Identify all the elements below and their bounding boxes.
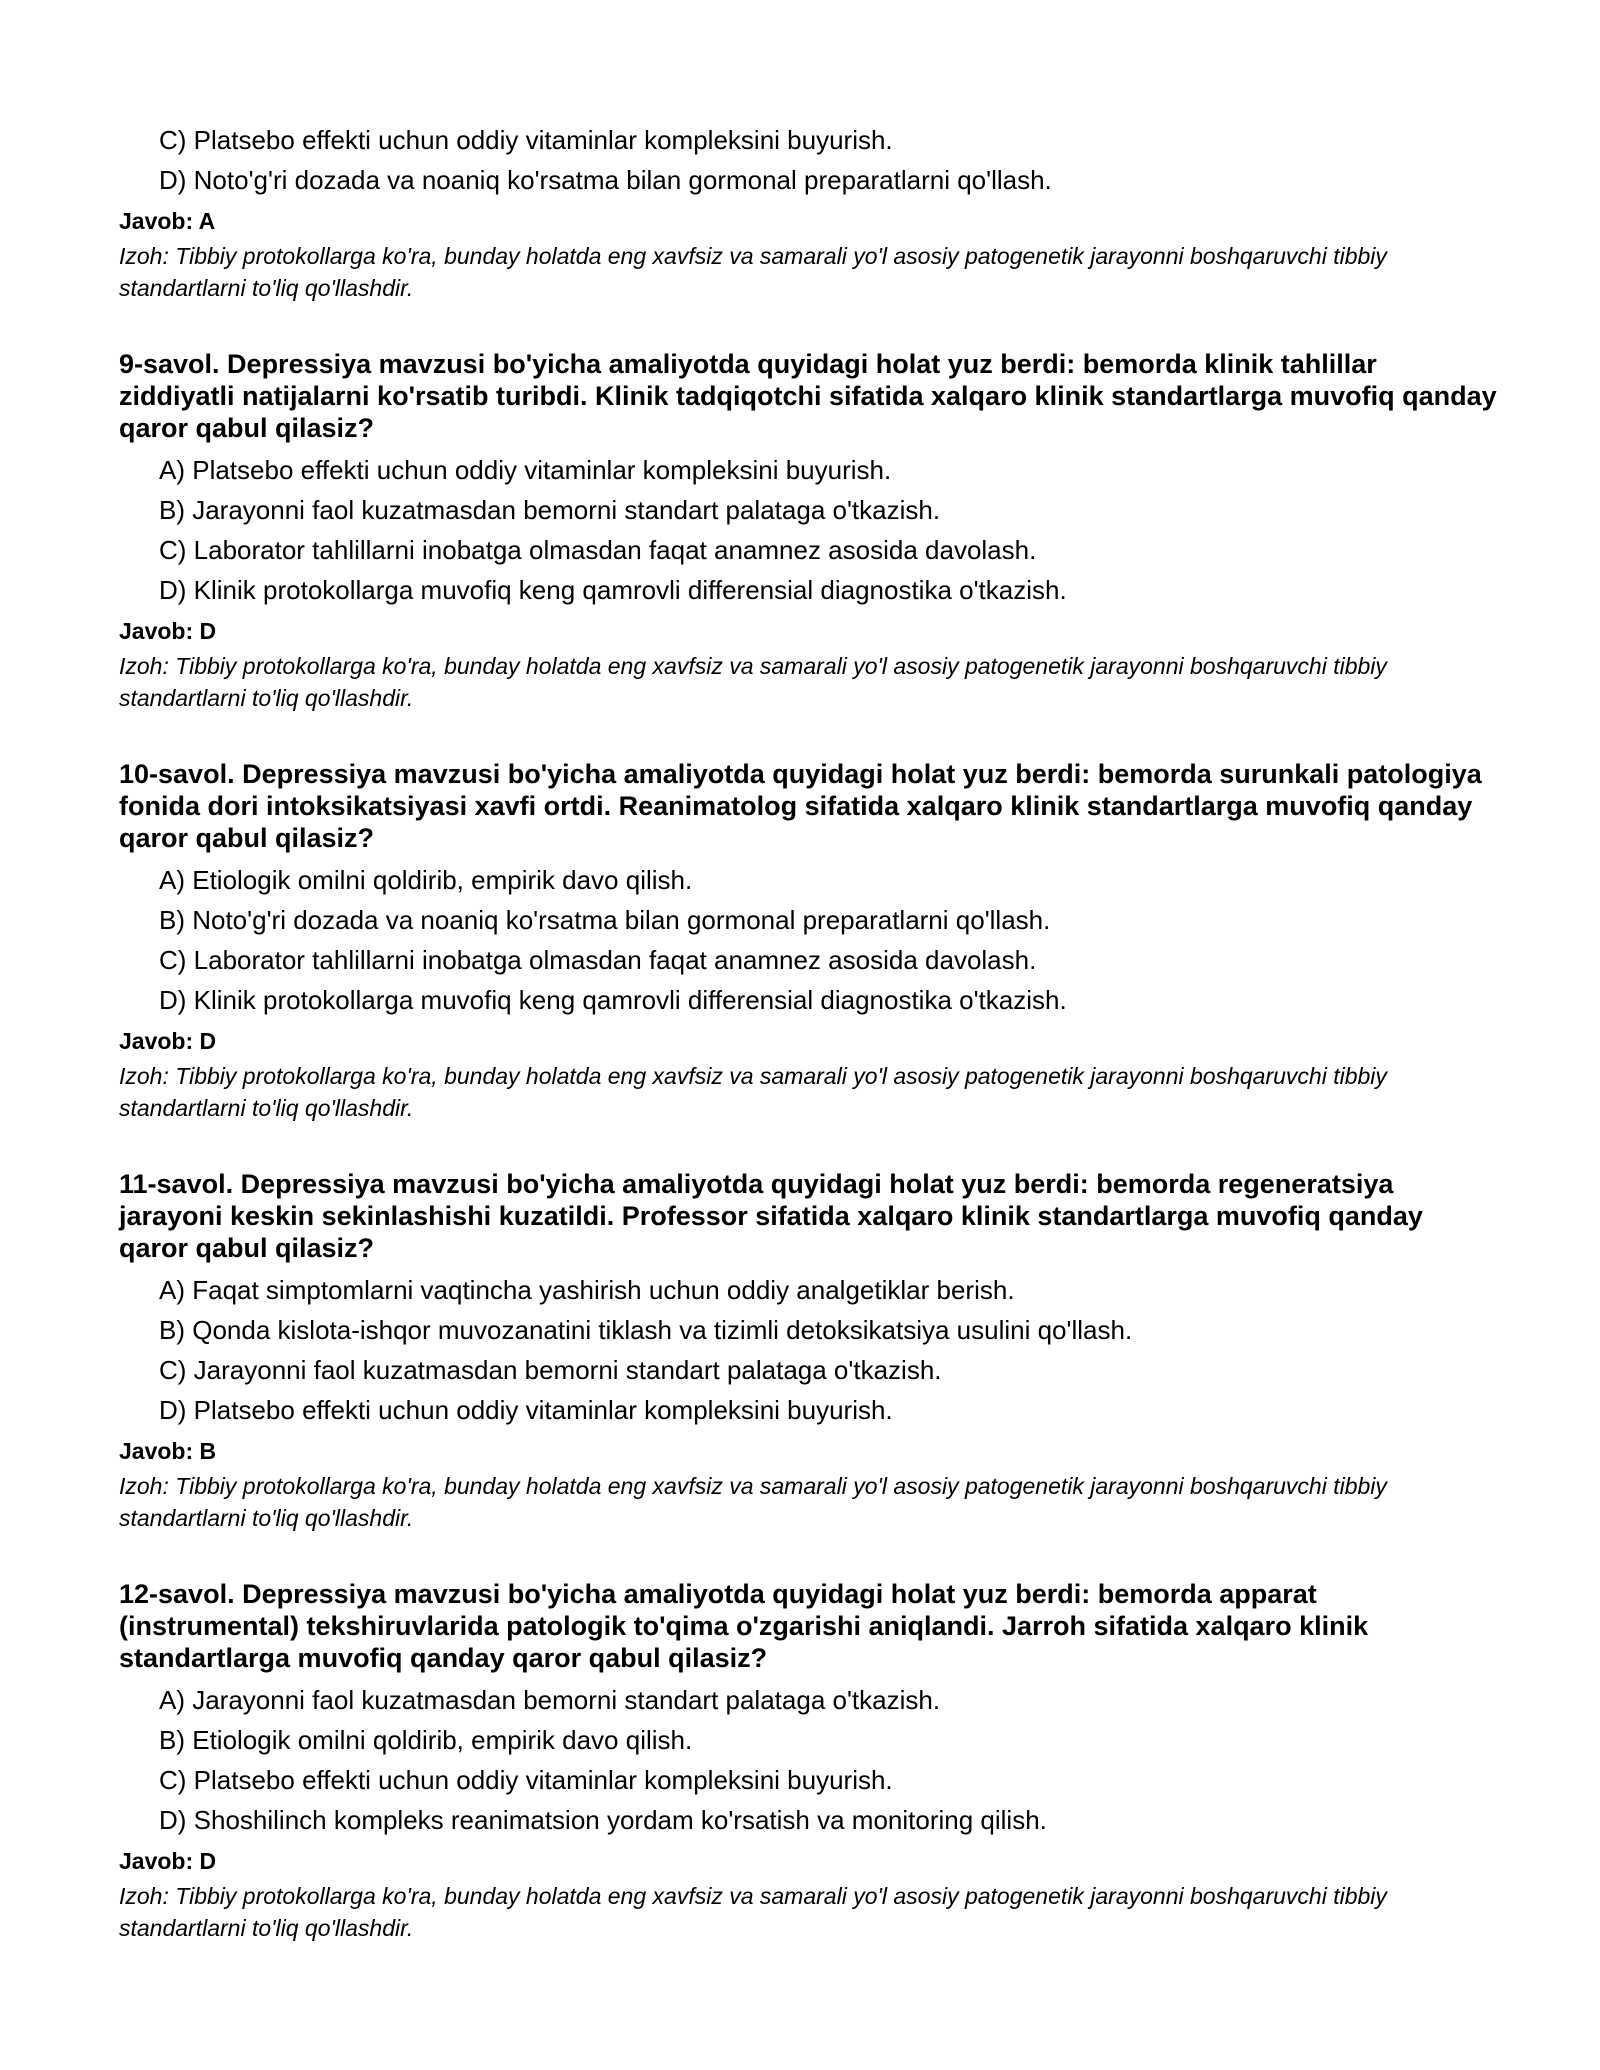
question-text: 11-savol. Depressiya mavzusi bo'yicha amaliyotda quyidagi holat yuz berdi: bemorda regeneratsiya jarayoni keskin sekinlashishi kuzatildi. Professor sifatida xalqaro klinik standartlarga muvofiq qanday qaror qabul qilasiz? bbox=[119, 1169, 1423, 1263]
document-page bbox=[119, 120, 1499, 1944]
option-c: C) Platsebo effekti uchun oddiy vitaminlar kompleksini buyurish. bbox=[159, 1765, 893, 1795]
option-a: A) Etiologik omilni qoldirib, empirik davo qilish. bbox=[159, 865, 693, 895]
option-d: D) Klinik protokollarga muvofiq keng qamrovli differensial diagnostika o'tkazish. bbox=[159, 575, 1067, 605]
option-b: B) Noto'g'ri dozada va noaniq ko'rsatma bilan gormonal preparatlarni qo'llash. bbox=[159, 905, 1051, 935]
question-9 bbox=[119, 348, 1499, 714]
options-list bbox=[119, 1680, 1499, 1840]
option-b: B) Jarayonni faol kuzatmasdan bemorni standart palataga o'tkazish. bbox=[159, 495, 941, 525]
option-a: A) Platsebo effekti uchun oddiy vitaminlar kompleksini buyurish. bbox=[159, 455, 892, 485]
explanation-note: Izoh: Tibbiy protokollarga ko'ra, bunday holatda eng xavfsiz va samarali yo'l asosiy patogenetik jarayonni boshqaruvchi tibbiy standartlarni to'liq qo'llashdir. bbox=[119, 653, 1387, 711]
answer-label: Javob: A bbox=[119, 208, 216, 234]
answer-label: Javob: B bbox=[119, 1438, 217, 1464]
option-d: D) Platsebo effekti uchun oddiy vitaminlar kompleksini buyurish. bbox=[159, 1395, 893, 1425]
answer-label: Javob: D bbox=[119, 1028, 217, 1054]
question-text: 10-savol. Depressiya mavzusi bo'yicha amaliyotda quyidagi holat yuz berdi: bemorda surunkali patologiya fonida dori intoksikatsiyasi xavfi ortdi. Reanimatolog sifatida xalqaro klinik standartlarga muvofiq qanday qaror qabul qilasiz? bbox=[119, 759, 1482, 853]
explanation-note: Izoh: Tibbiy protokollarga ko'ra, bunday holatda eng xavfsiz va samarali yo'l asosiy patogenetik jarayonni boshqaruvchi tibbiy standartlarni to'liq qo'llashdir. bbox=[119, 1063, 1387, 1121]
options-list bbox=[119, 860, 1499, 1020]
option-c: C) Platsebo effekti uchun oddiy vitaminlar kompleksini buyurish. bbox=[159, 125, 893, 155]
question-11 bbox=[119, 1168, 1499, 1534]
question-text: 12-savol. Depressiya mavzusi bo'yicha amaliyotda quyidagi holat yuz berdi: bemorda apparat (instrumental) tekshiruvlarida patologik to'qima o'zgarishi aniqlandi. Jarroh sifatida xalqaro klinik standartlarga muvofiq qanday qaror qabul qilasiz? bbox=[119, 1579, 1369, 1673]
answer-label: Javob: D bbox=[119, 1848, 217, 1874]
options-list bbox=[119, 1270, 1499, 1430]
option-c: C) Laborator tahlillarni inobatga olmasdan faqat anamnez asosida davolash. bbox=[159, 535, 1037, 565]
explanation-note: Izoh: Tibbiy protokollarga ko'ra, bunday holatda eng xavfsiz va samarali yo'l asosiy patogenetik jarayonni boshqaruvchi tibbiy standartlarni to'liq qo'llashdir. bbox=[119, 1473, 1387, 1531]
option-d: D) Klinik protokollarga muvofiq keng qamrovli differensial diagnostika o'tkazish. bbox=[159, 985, 1067, 1015]
option-c: C) Laborator tahlillarni inobatga olmasdan faqat anamnez asosida davolash. bbox=[159, 945, 1037, 975]
question-text: 9-savol. Depressiya mavzusi bo'yicha amaliyotda quyidagi holat yuz berdi: bemorda klinik tahlillar ziddiyatli natijalarni ko'rsatib turibdi. Klinik tadqiqotchi sifatida xalqaro klinik standartlarga muvofiq qanday qaror qabul qilasiz? bbox=[119, 349, 1497, 443]
option-b: B) Qonda kislota-ishqor muvozanatini tiklash va tizimli detoksikatsiya usulini qo'llash. bbox=[159, 1315, 1133, 1345]
option-a: A) Faqat simptomlarni vaqtincha yashirish uchun oddiy analgetiklar berish. bbox=[159, 1275, 1015, 1305]
explanation-note: Izoh: Tibbiy protokollarga ko'ra, bunday holatda eng xavfsiz va samarali yo'l asosiy patogenetik jarayonni boshqaruvchi tibbiy standartlarni to'liq qo'llashdir. bbox=[119, 1883, 1387, 1941]
question-fragment-8 bbox=[119, 120, 1499, 304]
option-d: D) Noto'g'ri dozada va noaniq ko'rsatma bilan gormonal preparatlarni qo'llash. bbox=[159, 165, 1052, 195]
option-d: D) Shoshilinch kompleks reanimatsion yordam ko'rsatish va monitoring qilish. bbox=[159, 1805, 1047, 1835]
question-10 bbox=[119, 758, 1499, 1124]
option-c: C) Jarayonni faol kuzatmasdan bemorni standart palataga o'tkazish. bbox=[159, 1355, 942, 1385]
option-a: A) Jarayonni faol kuzatmasdan bemorni standart palataga o'tkazish. bbox=[159, 1685, 941, 1715]
options-list bbox=[119, 450, 1499, 610]
answer-label: Javob: D bbox=[119, 618, 217, 644]
options-list bbox=[119, 120, 1499, 200]
option-b: B) Etiologik omilni qoldirib, empirik davo qilish. bbox=[159, 1725, 693, 1755]
question-12 bbox=[119, 1578, 1499, 1944]
explanation-note: Izoh: Tibbiy protokollarga ko'ra, bunday holatda eng xavfsiz va samarali yo'l asosiy patogenetik jarayonni boshqaruvchi tibbiy standartlarni to'liq qo'llashdir. bbox=[119, 243, 1387, 301]
